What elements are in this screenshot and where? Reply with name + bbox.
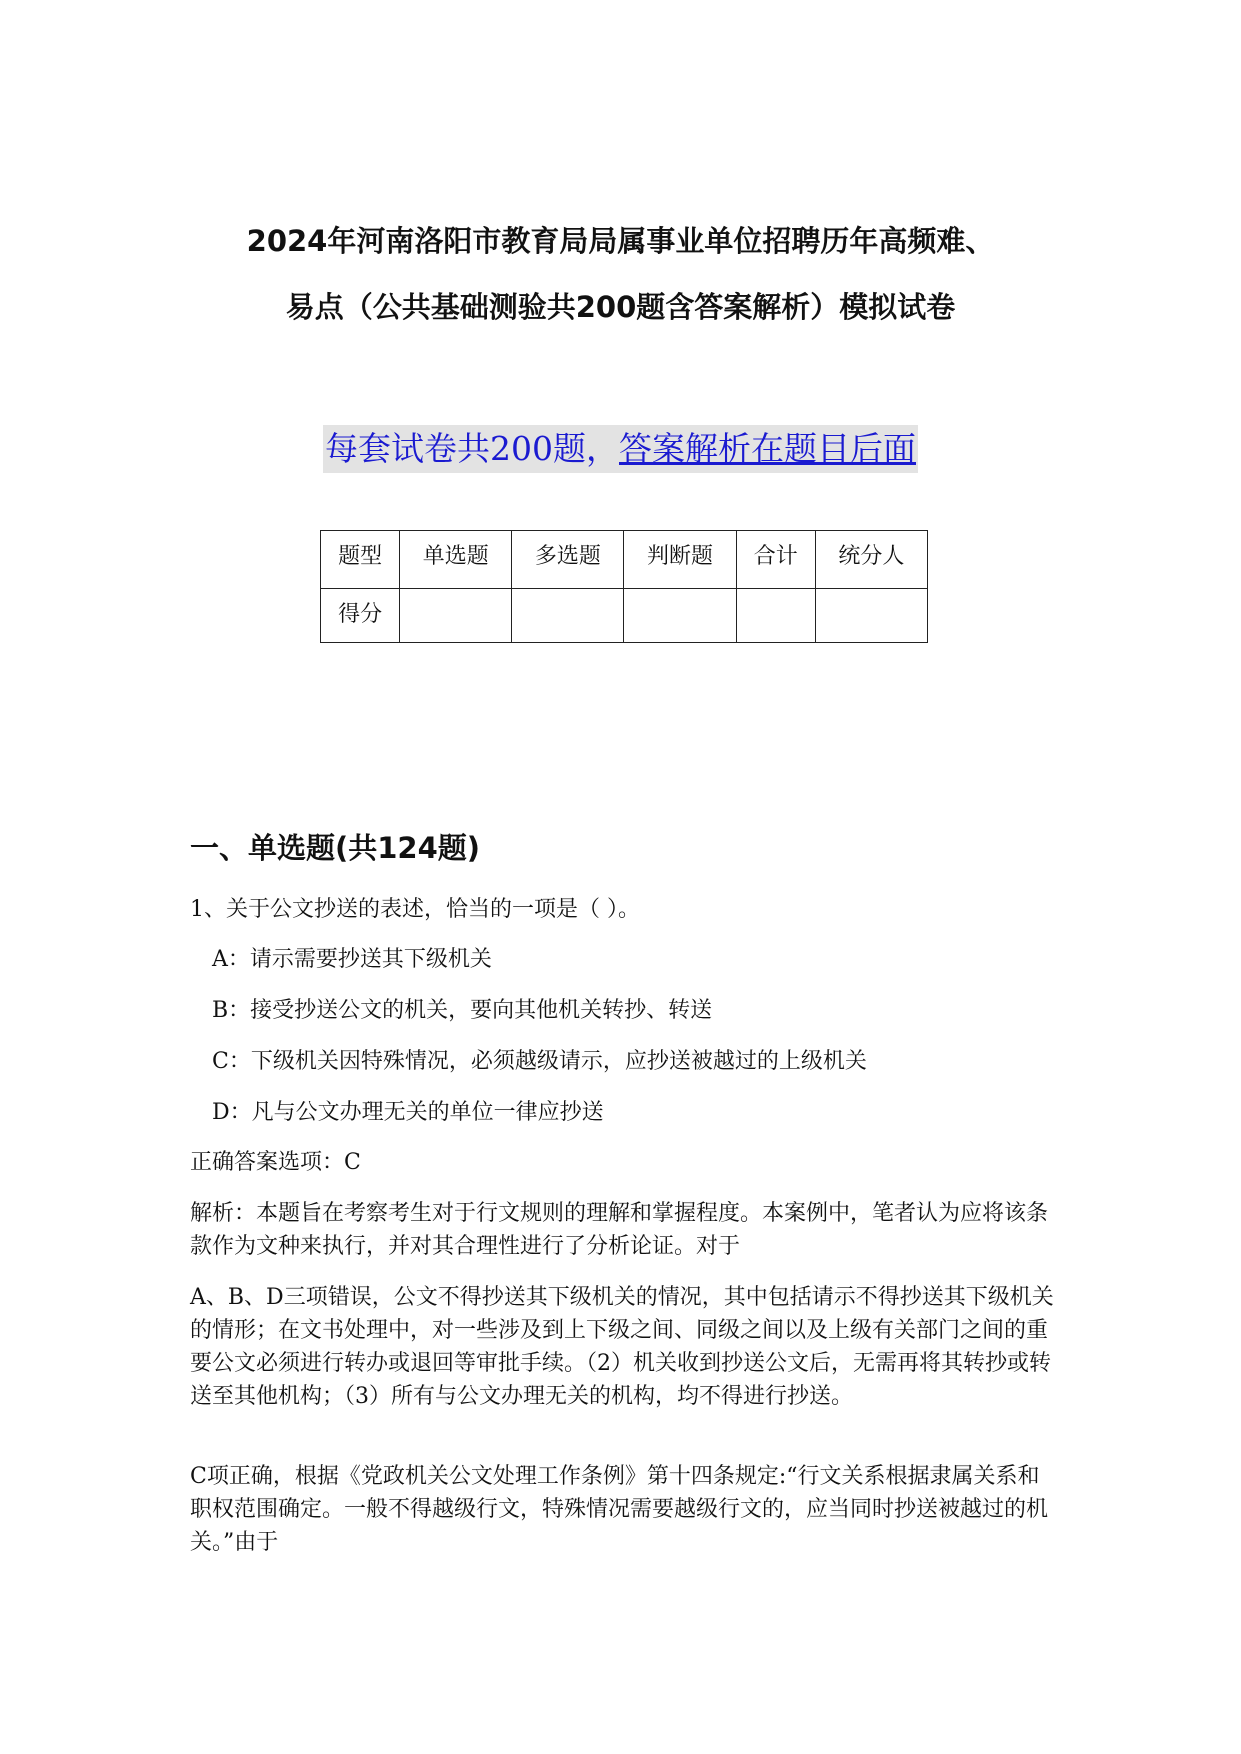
score-row-label: 得分 [321, 589, 400, 643]
option-a: A：请示需要抄送其下级机关 [212, 947, 492, 972]
header-cell-multi: 多选题 [512, 531, 624, 589]
banner-text: 每套试卷共200题， [325, 429, 619, 468]
header-cell-single: 单选题 [400, 531, 512, 589]
document-title [150, 208, 1091, 340]
option-c: C：下级机关因特殊情况，必须越级请示，应抄送被越过的上级机关 [212, 1049, 867, 1074]
analysis-paragraph-3: C项正确，根据《党政机关公文处理工作条例》第十四条规定:“行文关系根据隶属关系和职权范围确定。一般不得越级行文，特殊情况需要越级行文的，应当同时抄送被越过的机关。”由于 [190, 1464, 1049, 1555]
score-cell-single [400, 589, 512, 643]
score-cell-multi [512, 589, 624, 643]
header-cell-scorer: 统分人 [815, 531, 927, 589]
question-stem: 1、关于公文抄送的表述，恰当的一项是（ ）。 [190, 897, 640, 922]
banner-wrap [0, 425, 1241, 473]
analysis-paragraph-1: 解析：本题旨在考察考生对于行文规则的理解和掌握程度。本案例中，笔者认为应将该条款作为文种来执行，并对其合理性进行了分析论证。对于 [190, 1201, 1049, 1259]
score-cell-judge [624, 589, 736, 643]
header-cell-judge: 判断题 [624, 531, 736, 589]
score-table [320, 530, 928, 643]
title-line-1: 2024年河南洛阳市教育局局属事业单位招聘历年高频难、 [246, 224, 995, 258]
score-table-score-row [321, 589, 928, 643]
analysis-paragraph-2: A、B、D三项错误，公文不得抄送其下级机关的情况，其中包括请示不得抄送其下级机关的情形；在文书处理中，对一些涉及到上下级之间、同级之间以及上级有关部门之间的重要公文必须进行转办或退回等审批手续。（2）机关收到抄送公文后，无需再将其转抄或转送至其他机构；（3）所有与公文办理无关的机构，均不得进行抄送。 [190, 1285, 1054, 1409]
score-table-header-row [321, 531, 928, 589]
title-line-2: 易点（公共基础测验共200题含答案解析）模拟试卷 [285, 290, 956, 324]
score-cell-total [736, 589, 815, 643]
option-d: D：凡与公文办理无关的单位一律应抄送 [212, 1100, 604, 1125]
option-b: B：接受抄送公文的机关，要向其他机关转抄、转送 [212, 998, 713, 1023]
header-cell-total: 合计 [736, 531, 815, 589]
section-title: 一、单选题(共124题) [190, 831, 481, 865]
answer-line: 正确答案选项：C [190, 1150, 361, 1175]
banner-link[interactable]: 答案解析在题目后面 [619, 429, 916, 468]
banner [323, 425, 918, 473]
score-cell-scorer [815, 589, 927, 643]
header-cell-type: 题型 [321, 531, 400, 589]
